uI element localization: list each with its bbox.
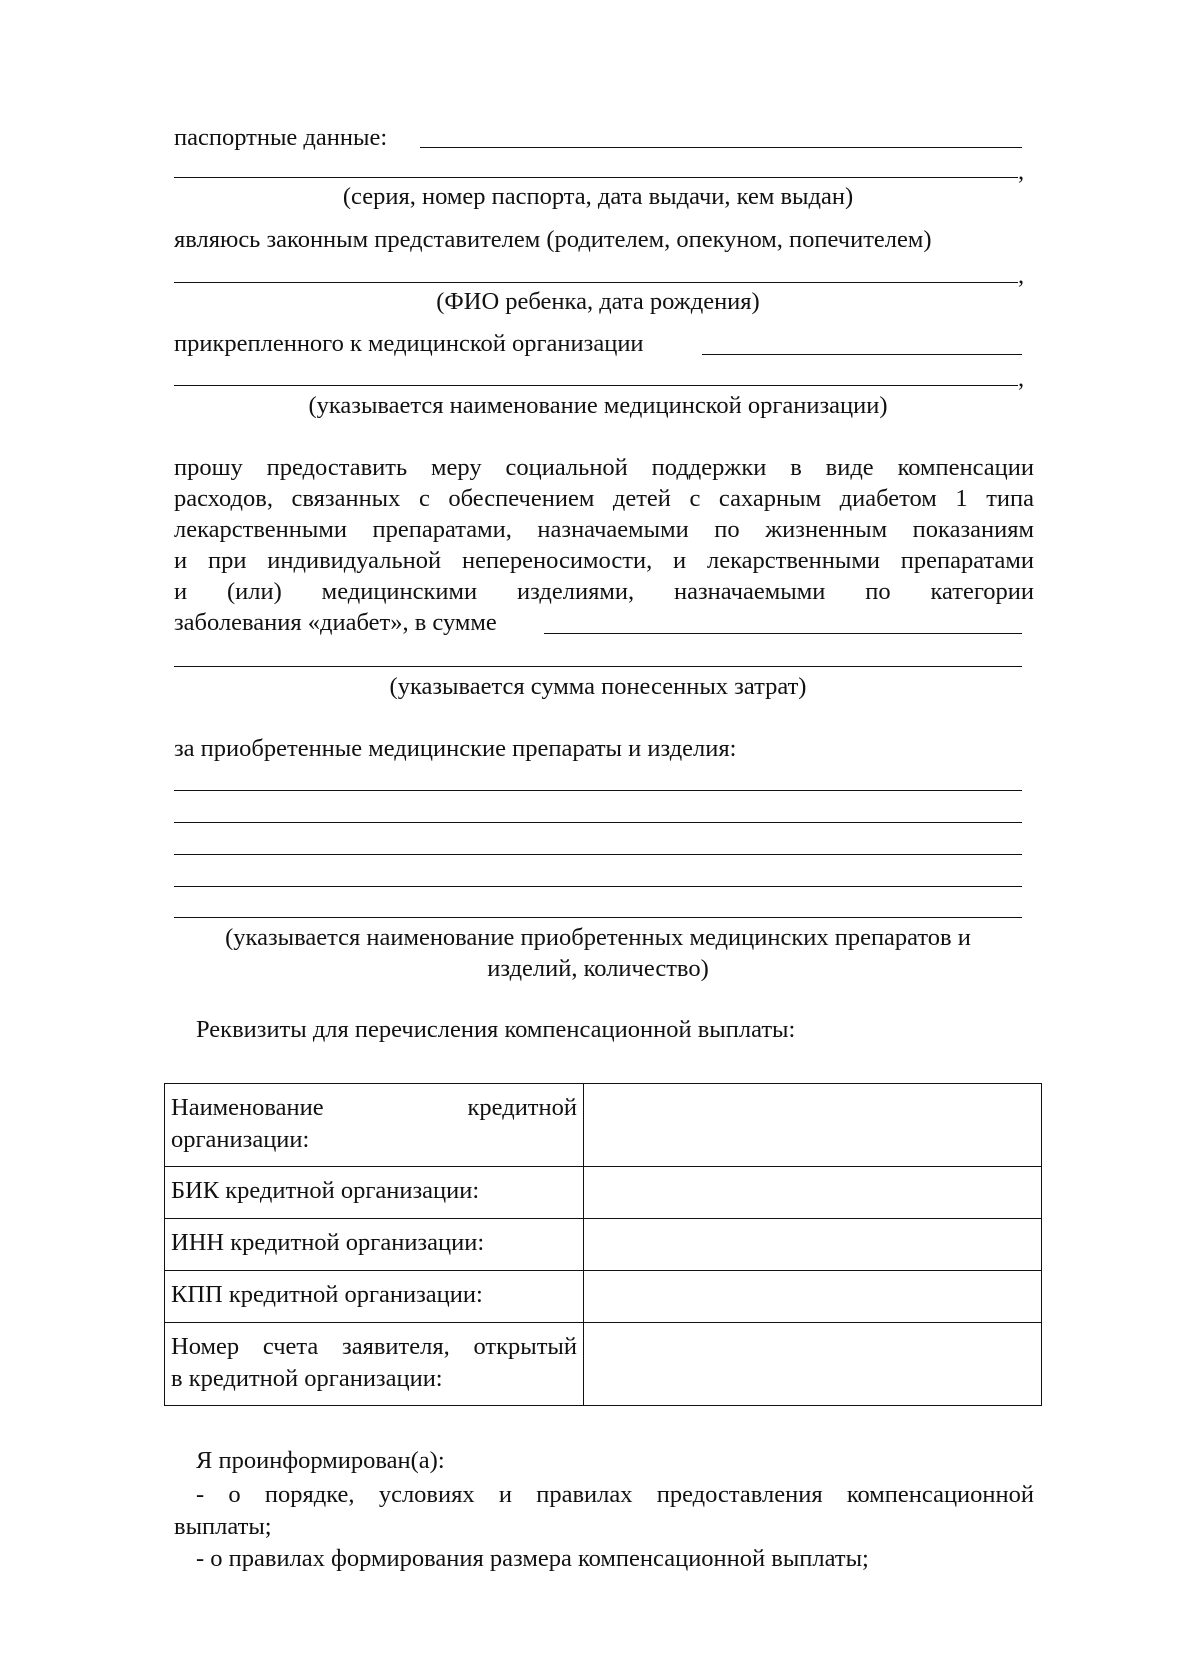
bank-name-label-line-1: Наименование кредитной — [171, 1094, 577, 1121]
representative-text: являюсь законным представителем (родителем, опекуном, попечителем) — [174, 226, 932, 253]
table-row — [165, 1323, 1042, 1406]
passport-hint: (серия, номер паспорта, дата выдачи, кем выдан) — [342, 183, 854, 210]
sum-hint: (указывается сумма понесенных затрат) — [389, 673, 807, 700]
account-label-line-2: в кредитной организации: — [171, 1365, 443, 1392]
purchased-hint-line-2: изделий, количество) — [487, 955, 709, 982]
account-value[interactable] — [584, 1323, 1042, 1406]
request-line-5: и (или) медицинскими изделиями, назначаемыми по категории — [174, 578, 1034, 605]
bank-name-value[interactable] — [584, 1084, 1042, 1167]
purchased-input-line-3[interactable] — [174, 854, 1022, 855]
informed-item-1-line-1: - о порядке, условиях и правилах предоставления компенсационной — [196, 1481, 1034, 1508]
comma: , — [1018, 365, 1025, 392]
request-line-3: лекарственными препаратами, назначаемыми по жизненным показаниям — [174, 516, 1034, 543]
comma: , — [1018, 158, 1025, 185]
bank-name-label-line-2: организации: — [171, 1126, 310, 1153]
purchased-input-line-5[interactable] — [174, 917, 1022, 918]
passport-input-line-1[interactable] — [420, 147, 1022, 148]
kpp-label: КПП кредитной организации: — [165, 1271, 584, 1323]
request-line-1: прошу предоставить меру социальной поддержки в виде компенсации — [174, 454, 1034, 481]
kpp-value[interactable] — [584, 1271, 1042, 1323]
purchased-label: за приобретенные медицинские препараты и изделия: — [174, 735, 737, 762]
org-hint: (указывается наименование медицинской организации) — [308, 392, 888, 419]
requisites-heading: Реквизиты для перечисления компенсационной выплаты: — [196, 1016, 796, 1043]
purchased-hint-line-1: (указывается наименование приобретенных медицинских препаратов и — [225, 924, 971, 951]
sum-input-line-2[interactable] — [174, 666, 1022, 667]
sum-label: заболевания «диабет», в сумме — [174, 609, 497, 636]
informed-heading: Я проинформирован(а): — [196, 1447, 445, 1474]
request-line-2: расходов, связанных с обеспечением детей с сахарным диабетом 1 типа — [174, 485, 1034, 512]
comma: , — [1018, 262, 1025, 289]
purchased-input-line-2[interactable] — [174, 822, 1022, 823]
purchased-input-line-1[interactable] — [174, 790, 1022, 791]
table-row — [165, 1084, 1042, 1167]
purchased-input-line-4[interactable] — [174, 886, 1022, 887]
table-row — [165, 1271, 1042, 1323]
sum-input-line-1[interactable] — [544, 633, 1022, 634]
org-input-line-2[interactable] — [174, 385, 1018, 386]
child-input-line[interactable] — [174, 282, 1018, 283]
org-input-line-1[interactable] — [702, 354, 1022, 355]
bik-label: БИК кредитной организации: — [165, 1167, 584, 1219]
passport-input-line-2[interactable] — [174, 177, 1018, 178]
table-row — [165, 1219, 1042, 1271]
inn-label: ИНН кредитной организации: — [165, 1219, 584, 1271]
account-label — [165, 1323, 584, 1406]
account-label-line-1: Номер счета заявителя, открытый — [171, 1333, 577, 1360]
inn-value[interactable] — [584, 1219, 1042, 1271]
child-hint: (ФИО ребенка, дата рождения) — [436, 288, 760, 315]
bik-value[interactable] — [584, 1167, 1042, 1219]
attached-text: прикрепленного к медицинской организации — [174, 330, 644, 357]
table-row — [165, 1167, 1042, 1219]
bank-name-label — [165, 1084, 584, 1167]
requisites-table — [164, 1083, 1042, 1406]
informed-item-1-line-2: выплаты; — [174, 1513, 272, 1540]
passport-label: паспортные данные: — [174, 124, 388, 151]
request-line-4: и при индивидуальной непереносимости, и лекарственными препаратами — [174, 547, 1034, 574]
informed-item-2: - о правилах формирования размера компенсационной выплаты; — [196, 1545, 869, 1572]
